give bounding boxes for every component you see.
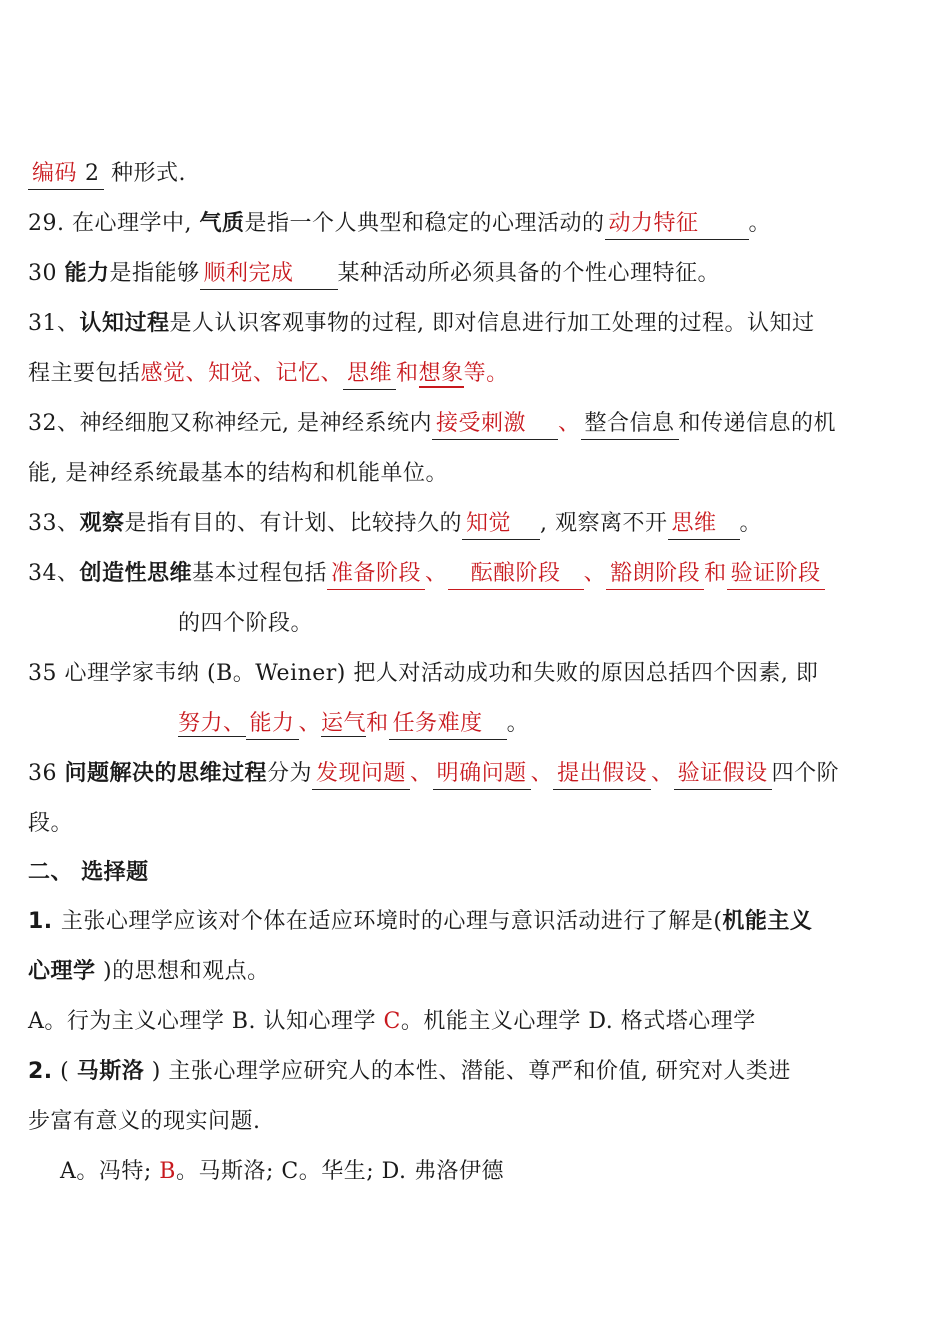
answer-blank: 思维 xyxy=(668,509,740,540)
answer-text: 想象 xyxy=(418,361,464,386)
answer-blank: 任务难度 xyxy=(389,709,507,740)
question-2-options xyxy=(60,1157,932,1187)
question-1-line2 xyxy=(28,957,932,987)
answer-blank: 整合信息 xyxy=(581,409,679,440)
answer-blank: 酝酿阶段 xyxy=(448,559,584,590)
text: 30 xyxy=(28,261,65,286)
keyword: 机能主义 xyxy=(722,909,813,934)
item-36-line1 xyxy=(28,759,932,790)
keyword: 马斯洛 xyxy=(76,1059,145,1084)
keyword: 心理学 xyxy=(28,959,96,984)
text: 33、 xyxy=(28,511,80,536)
answer-blank: 验证阶段 xyxy=(727,559,825,590)
section-heading xyxy=(28,858,932,888)
text: 的四个阶段。 xyxy=(178,611,314,636)
keyword: 观察 xyxy=(79,511,125,536)
answer-blank: 提出假设 xyxy=(553,759,651,790)
answer-text: 和 xyxy=(366,711,389,736)
text: )的思想和观点。 xyxy=(95,959,270,984)
answer-blank: 顺利完成 xyxy=(200,259,338,290)
item-30 xyxy=(28,259,932,290)
item-33 xyxy=(28,509,932,540)
answer-text: 和 xyxy=(704,561,727,586)
answer-blank: 明确问题 xyxy=(433,759,531,790)
keyword: 气质 xyxy=(199,211,245,236)
text: 34、 xyxy=(28,561,80,586)
question-number: 1. xyxy=(28,909,61,934)
text: 种形式. xyxy=(111,161,187,186)
item-34-line2 xyxy=(178,609,932,639)
text: 36 xyxy=(28,761,65,786)
answer-blank: 知觉 xyxy=(462,509,540,540)
answer-text: 、 xyxy=(557,411,581,436)
text: 是人认识客观事物的过程, 即对信息进行加工处理的过程。认知过 xyxy=(169,311,815,336)
text: 是指有目的、有计划、比较持久的 xyxy=(124,511,463,536)
item-36-line2 xyxy=(28,809,932,839)
question-1-options xyxy=(28,1007,932,1037)
text: 31、 xyxy=(28,311,80,336)
option-text: A。行为主义心理学 B. 认知心理学 xyxy=(28,1009,384,1034)
item-29 xyxy=(28,209,932,240)
text: 程主要包括 xyxy=(28,361,141,386)
text: 某种活动所必须具备的个性心理特征。 xyxy=(337,261,721,286)
option-text: 。机能主义心理学 D. 格式塔心理学 xyxy=(400,1009,756,1034)
answer-text: 努力、 xyxy=(178,711,246,736)
answer-letter: C xyxy=(383,1009,401,1034)
text: 是指能够 xyxy=(109,261,200,286)
text: 32、神经细胞又称神经元, 是神经系统内 xyxy=(28,411,432,436)
option-text: 。马斯洛; C。华生; D. 弗洛伊德 xyxy=(175,1159,504,1184)
answer-text: 等。 xyxy=(463,361,509,386)
answer-blank: 发现问题 xyxy=(312,759,410,790)
text: ) 主张心理学应研究人的本性、潜能、尊严和价值, 研究对人类进 xyxy=(144,1059,791,1084)
text: 35 心理学家韦纳 (B。Weiner) 把人对活动成功和失败的原因总括四个因素, 即 xyxy=(28,661,819,686)
answer-blank: 接受刺激 xyxy=(432,409,558,440)
answer-text: 和 xyxy=(396,361,419,386)
item-32-line1 xyxy=(28,409,932,440)
text: 段。 xyxy=(28,811,74,836)
item-35-line2 xyxy=(178,709,932,740)
text: 能, 是神经系统最基本的结构和机能单位。 xyxy=(28,461,448,486)
text: 。 xyxy=(748,211,772,236)
question-2-line2 xyxy=(28,1107,932,1137)
text: ( xyxy=(52,1059,77,1084)
answer-text: 运气 xyxy=(321,711,367,736)
text: 29. 在心理学中, xyxy=(28,211,200,236)
heading-text: 二、 选择题 xyxy=(28,860,149,885)
keyword: 问题解决的思维过程 xyxy=(64,761,268,786)
answer-text: 、 xyxy=(410,761,433,786)
text: 分为 xyxy=(267,761,313,786)
text: 。 xyxy=(739,511,763,536)
answer-blank: 动力特征 xyxy=(605,209,749,240)
text: 是指一个人典型和稳定的心理活动的 xyxy=(244,211,605,236)
answer-blank: 验证假设 xyxy=(674,759,772,790)
answer-blank: 准备阶段 xyxy=(327,559,425,590)
item-34-line1 xyxy=(28,559,932,590)
answer-text: 、 xyxy=(530,761,554,786)
answer-blank: 2 xyxy=(81,159,104,190)
text: 步富有意义的现实问题. xyxy=(28,1109,261,1134)
text: 。 xyxy=(506,711,530,736)
item-35-line1 xyxy=(28,659,932,689)
answer-text: 、 xyxy=(583,561,607,586)
text: , 观察离不开 xyxy=(540,511,668,536)
answer-text: 、 xyxy=(425,561,448,586)
text: 和传递信息的机 xyxy=(678,411,837,436)
item-32-line2 xyxy=(28,459,932,489)
answer-blank: 豁朗阶段 xyxy=(606,559,704,590)
answer-text: 感觉、知觉、记忆、 xyxy=(140,361,344,386)
text: 基本过程包括 xyxy=(192,561,328,586)
question-2-line1 xyxy=(28,1057,932,1087)
answer-blank: 能力 xyxy=(246,709,299,740)
option-text: A。冯特; xyxy=(60,1159,160,1184)
text: 四个阶 xyxy=(771,761,840,786)
keyword: 认知过程 xyxy=(79,311,170,336)
answer-blank: 思维 xyxy=(343,359,396,390)
question-1-line1 xyxy=(28,907,932,937)
text: 主张心理学应该对个体在适应环境时的心理与意识活动进行了解是( xyxy=(60,909,723,934)
keyword: 能力 xyxy=(64,261,110,286)
answer-blank: 编码 xyxy=(28,159,81,190)
answer-text: 、 xyxy=(651,761,674,786)
answer-letter: B xyxy=(159,1159,176,1184)
line-encoding xyxy=(28,159,932,190)
keyword: 创造性思维 xyxy=(79,561,193,586)
item-31-line2 xyxy=(28,359,932,390)
question-number: 2. xyxy=(28,1059,53,1084)
answer-text: 、 xyxy=(298,711,322,736)
item-31-line1 xyxy=(28,309,932,339)
